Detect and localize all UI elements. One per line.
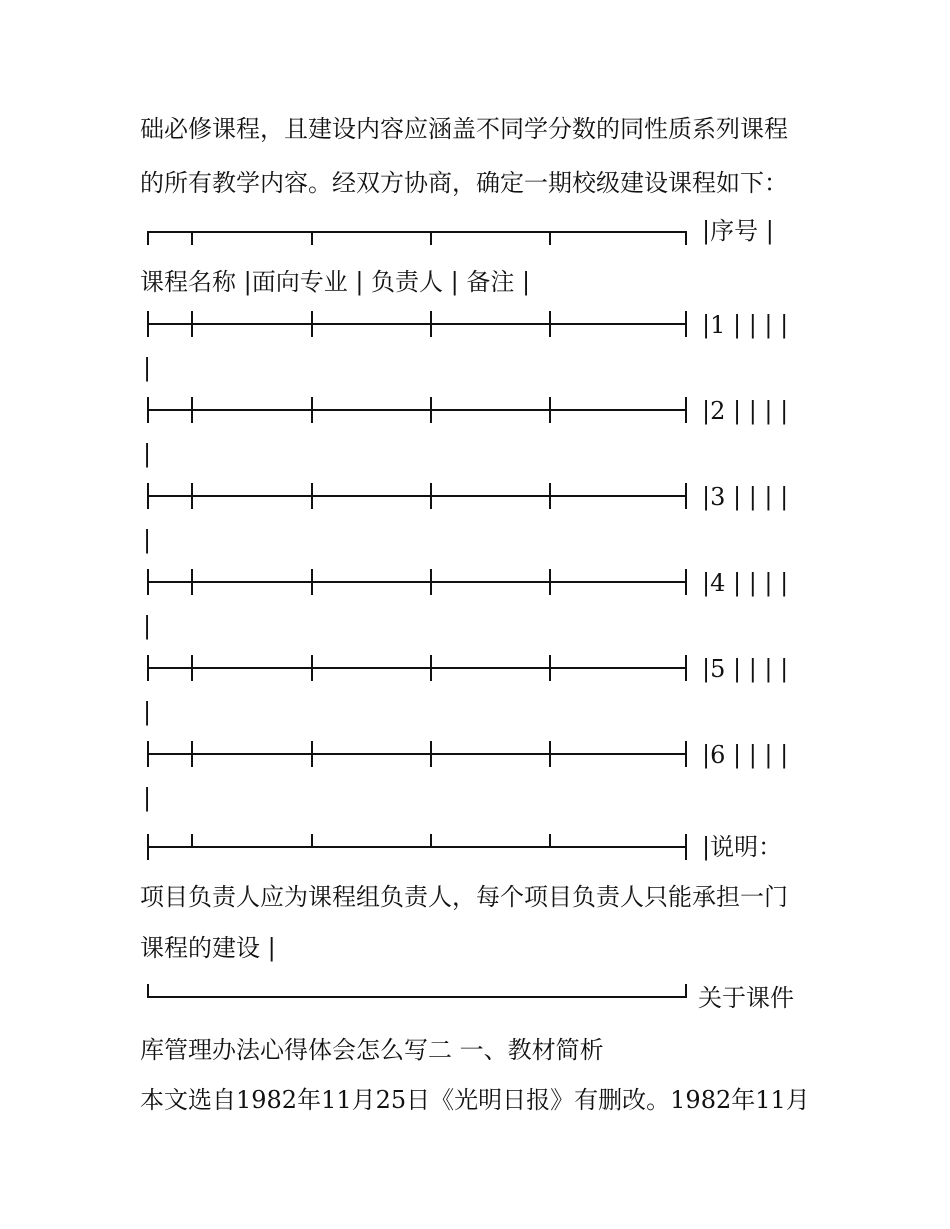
table-row-cells: |4 | | | | — [702, 569, 789, 597]
table-row-cells: |5 | | | | — [702, 655, 789, 683]
table-row-tail: | — [143, 612, 152, 640]
table-row-cells: |2 | | | | — [702, 397, 789, 425]
table-row-cells: |3 | | | | — [702, 483, 789, 511]
table-row-cells: |1 | | | | — [702, 311, 789, 339]
table-row-tail: | — [143, 526, 152, 554]
after-table-text: 关于课件 — [698, 984, 794, 1012]
table-row-tail: | — [143, 354, 152, 382]
table-row-tail: | — [143, 440, 152, 468]
table-note-line-2: 课程的建设 | — [140, 934, 276, 962]
paragraph-line-2: 的所有教学内容。经双方协商，确定一期校级建设课程如下： — [140, 169, 788, 197]
table-row-cells: |6 | | | | — [702, 741, 789, 769]
table-header-columns: 课程名称 |面向专业 | 负责人 | 备注 | — [140, 268, 531, 296]
table-header-serial: |序号 | — [702, 217, 774, 245]
table-row-tail: | — [143, 698, 152, 726]
table-note-label: |说明： — [702, 833, 783, 861]
table-row-tail: | — [143, 784, 152, 812]
table-note-line-1: 项目负责人应为课程组负责人，每个项目负责人只能承担一门 — [140, 883, 788, 911]
paragraph-line-1: 础必修课程，且建设内容应涵盖不同学分数的同性质系列课程 — [140, 115, 788, 143]
paragraph-line-4: 本文选自1982年11月25日《光明日报》有删改。1982年11月 — [140, 1086, 810, 1114]
paragraph-line-3: 库管理办法心得体会怎么写二 一、教材简析 — [140, 1036, 604, 1064]
